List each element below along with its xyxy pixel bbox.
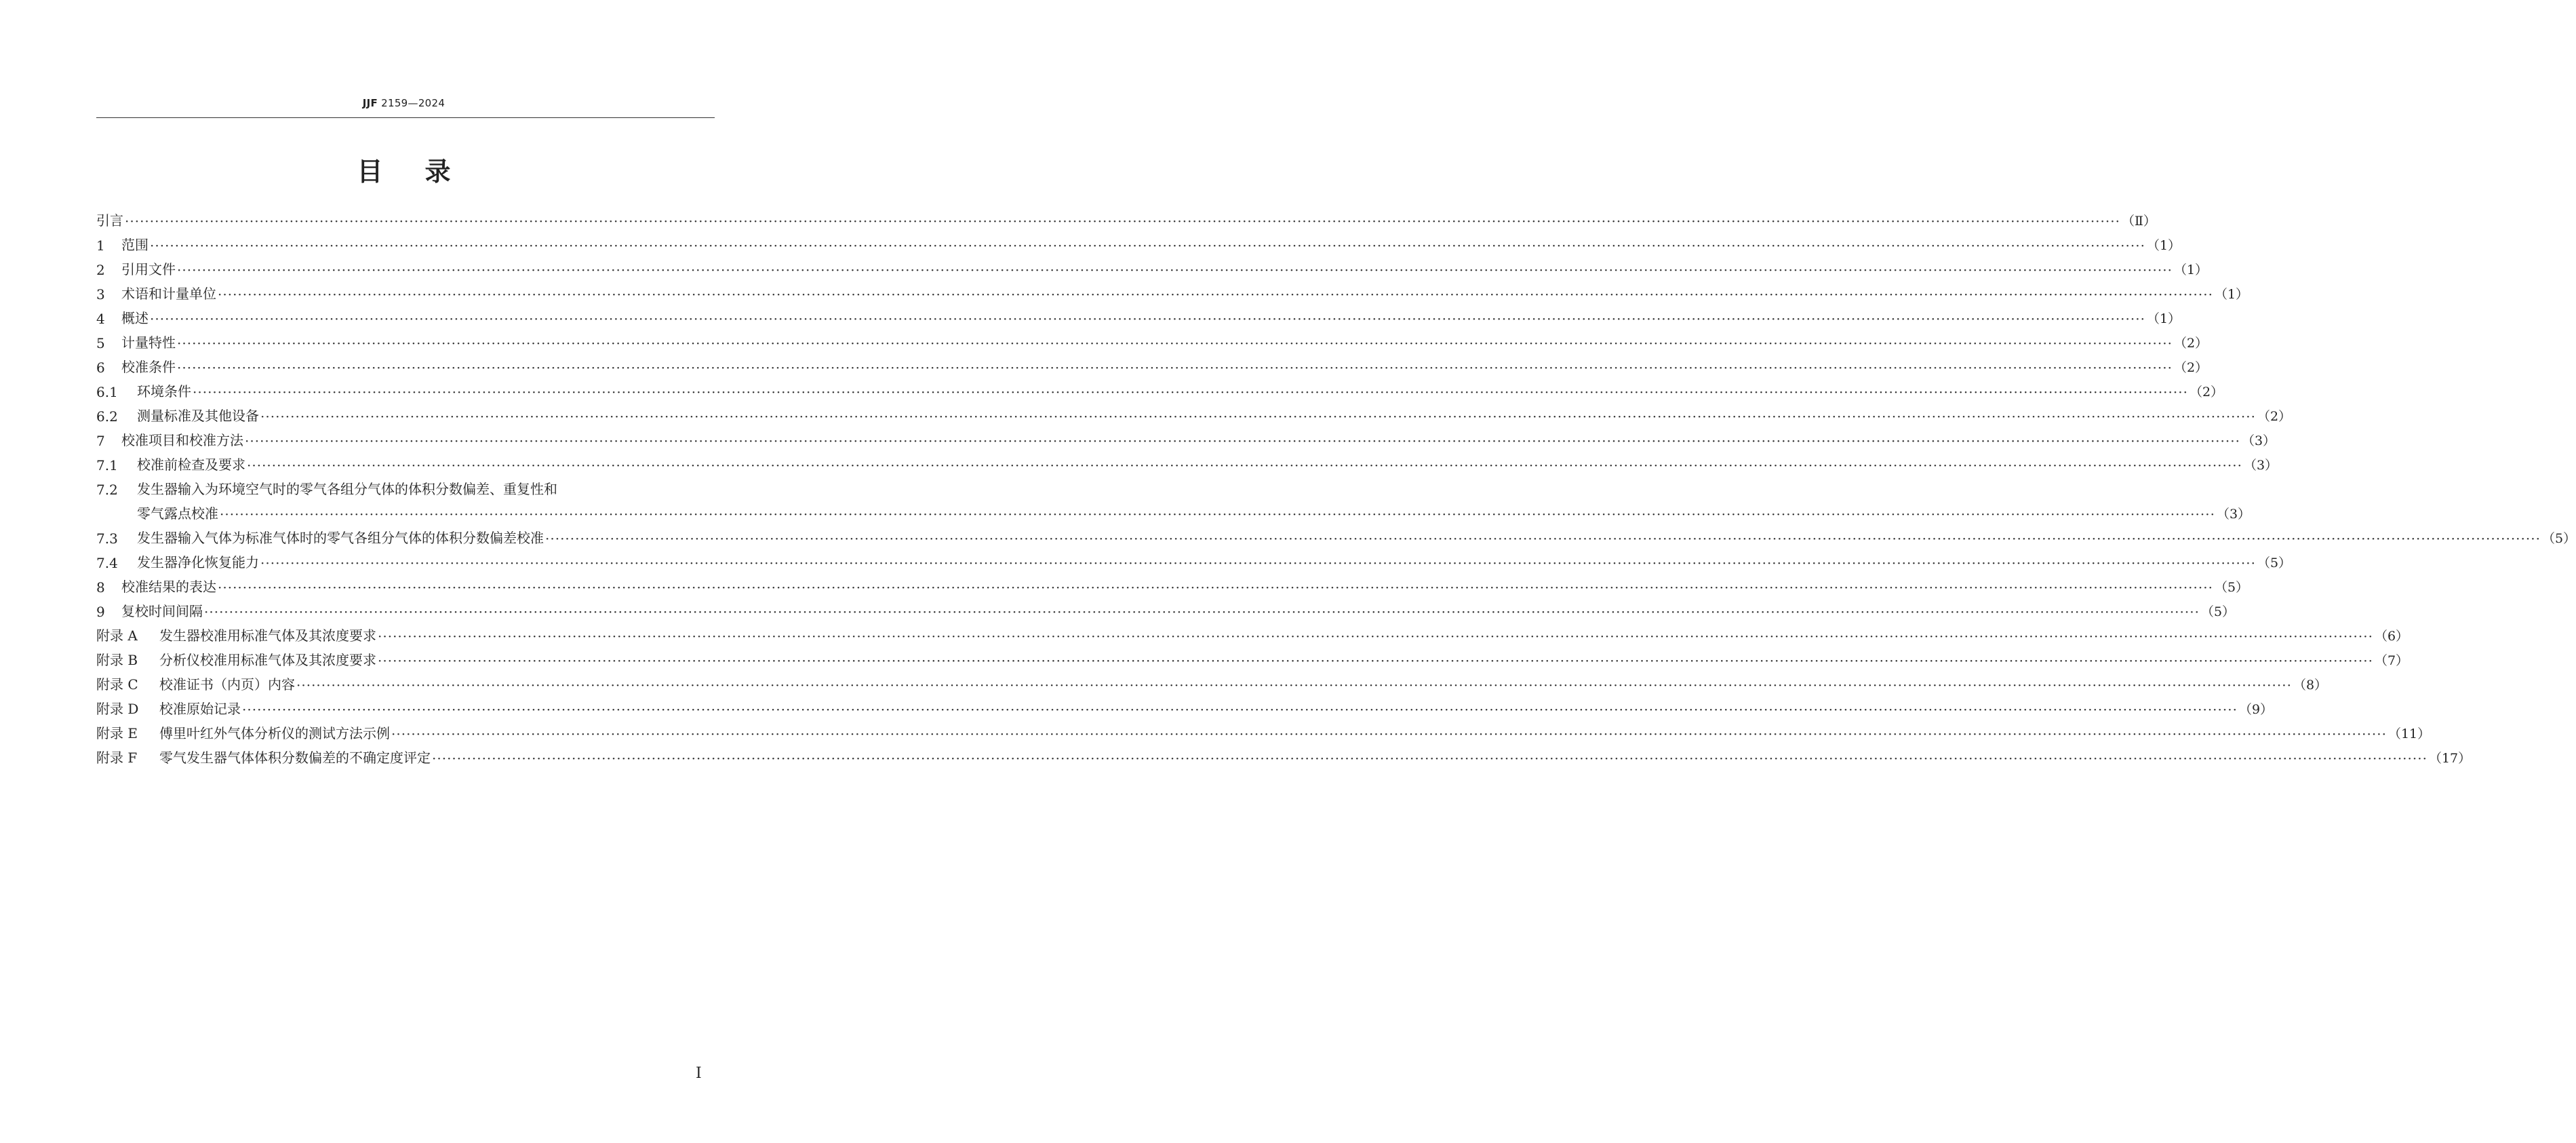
toc-entry-label: 术语和计量单位 [121, 286, 216, 302]
table-of-contents [96, 205, 2576, 767]
toc-page-number: （9） [2238, 702, 2274, 717]
toc-entry-label: 校准项目和校准方法 [121, 432, 243, 448]
toc-page-number: （17） [2428, 751, 2472, 766]
toc-entry[interactable] [96, 718, 2431, 742]
toc-entry-number: 附录 E [96, 725, 138, 741]
toc-entry-number: 附录 A [96, 627, 138, 644]
toc-leader-dots: ················································································································································································································································································································································································································ [220, 506, 2215, 522]
toc-entry[interactable] [96, 644, 2409, 669]
toc-entry-number: 1 [96, 237, 105, 254]
toc-entry-number: 7.3 [96, 530, 118, 547]
toc-page-number: （6） [2374, 629, 2409, 644]
toc-entry-label: 分析仪校准用标准气体及其浓度要求 [159, 652, 376, 668]
toc-entry[interactable] [96, 425, 2276, 449]
toc-entry-label: 环境条件 [137, 383, 191, 400]
toc-page-number: （3） [2216, 507, 2251, 522]
toc-entry-number: 5 [96, 335, 105, 351]
toc-leader-dots: ················································································································································································································································································································································································································ [391, 726, 2387, 742]
header-rule [96, 117, 715, 118]
toc-entry-number: 6.2 [96, 408, 118, 425]
toc-entry-number: 附录 D [96, 701, 139, 717]
toc-leader-dots: ················································································································································································································································································································································································································ [177, 262, 2173, 278]
toc-page-number: （3） [2243, 458, 2278, 473]
toc-entry-label: 发生器净化恢复能力 [137, 554, 259, 570]
toc-entry[interactable] [96, 351, 2208, 376]
toc-entry[interactable] [96, 571, 2249, 596]
toc-entry-number: 6.1 [96, 384, 118, 400]
toc-entry-label: 零气露点校准 [137, 505, 218, 522]
toc-entry[interactable] [96, 596, 2236, 620]
toc-leader-dots: ················································································································································································································································································································································································································ [218, 579, 2213, 596]
toc-entry[interactable] [96, 229, 2181, 254]
toc-leader-dots: ················································································································································································································································································································································································································ [150, 311, 2145, 327]
toc-entry-label: 引言 [96, 212, 123, 229]
toc-entry-label: 校准结果的表达 [121, 579, 216, 595]
toc-entry-number: 8 [96, 579, 105, 596]
running-header [0, 97, 808, 109]
toc-entry-label: 概述 [121, 310, 148, 326]
header-prefix: JJF [362, 97, 378, 109]
toc-leader-dots: ················································································································································································································································································································································································································ [242, 701, 2238, 718]
toc-leader-dots: ················································································································································································································································································································································································································ [125, 213, 2120, 229]
toc-entry-number: 2 [96, 262, 105, 278]
toc-leader-dots: ················································································································································································································································································································································································································ [260, 555, 2256, 571]
toc-entry-label: 范围 [121, 237, 148, 253]
toc-entry[interactable] [96, 376, 2224, 400]
toc-entry[interactable] [96, 449, 2278, 473]
toc-entry-label: 测量标准及其他设备 [137, 408, 259, 424]
toc-leader-dots: ················································································································································································································································································································································································································ [378, 628, 2373, 644]
toc-page-number: （5） [2214, 580, 2249, 595]
toc-entry-number: 7.2 [96, 482, 118, 498]
toc-entry-number: 7.1 [96, 457, 118, 473]
toc-leader-dots: ················································································································································································································································································································································································································ [545, 530, 2541, 547]
toc-leader-dots: ················································································································································································································································································································································································································ [193, 384, 2188, 400]
header-code: 2159—2024 [381, 97, 445, 109]
toc-page-number: （8） [2293, 678, 2328, 693]
toc-entry[interactable] [96, 303, 2181, 327]
toc-leader-dots: ················································································································································································································································································································································································································ [204, 604, 2200, 620]
toc-entry[interactable] [96, 327, 2208, 351]
toc-page-number: （Ⅱ） [2121, 214, 2156, 229]
toc-entry[interactable] [96, 278, 2249, 303]
toc-entry[interactable] [96, 205, 2156, 229]
toc-entry-label: 发生器校准用标准气体及其浓度要求 [159, 627, 376, 644]
toc-leader-dots: ················································································································································································································································································································································································································ [245, 433, 2240, 449]
toc-entry[interactable] [96, 254, 2208, 278]
toc-page-number: （3） [2241, 433, 2276, 448]
toc-page-number: （2） [2173, 360, 2208, 375]
toc-entry-label: 引用文件 [121, 261, 176, 277]
toc-page-number: （5） [2257, 556, 2292, 570]
toc-page-number: （7） [2374, 653, 2409, 668]
toc-entry[interactable] [96, 400, 2292, 425]
toc-page-number: （1） [2173, 263, 2208, 277]
toc-entry-label: 校准原始记录 [159, 701, 241, 717]
page-folio: I [696, 1065, 702, 1082]
toc-entry-number: 6 [96, 360, 105, 376]
toc-page-number: （2） [2257, 409, 2292, 424]
toc-page-number: （5） [2541, 531, 2576, 546]
toc-entry-number: 4 [96, 311, 105, 327]
toc-entry-label: 发生器输入为环境空气时的零气各组分气体的体积分数偏差、重复性和 [137, 481, 557, 497]
toc-leader-dots: ················································································································································································································································································································································································································ [378, 653, 2373, 669]
toc-leader-dots: ················································································································································································································································································································································································································ [218, 286, 2213, 303]
toc-entry[interactable] [96, 620, 2409, 644]
toc-leader-dots: ················································································································································································································································································································································································································ [432, 750, 2428, 767]
toc-entry-number: 7 [96, 433, 105, 449]
toc-entry-label: 计量特性 [121, 334, 176, 351]
toc-page-number: （1） [2214, 287, 2249, 302]
toc-entry-label: 傅里叶红外气体分析仪的测试方法示例 [159, 725, 390, 741]
toc-entry[interactable] [96, 693, 2274, 718]
toc-entry[interactable] [96, 522, 2576, 547]
toc-entry-label: 零气发生器气体体积分数偏差的不确定度评定 [159, 750, 431, 766]
toc-page-number: （2） [2189, 385, 2224, 400]
toc-leader-dots: ················································································································································································································································································································································································································ [260, 408, 2256, 425]
toc-leader-dots: ················································································································································································································································································································································································································ [296, 677, 2292, 693]
toc-entry-label: 校准证书（内页）内容 [159, 676, 295, 693]
toc-page-number: （1） [2146, 238, 2181, 253]
toc-entry-label: 校准条件 [121, 359, 176, 375]
page-title: 目录 [357, 157, 493, 187]
toc-leader-dots: ················································································································································································································································································································································································································ [150, 237, 2145, 254]
toc-entry-label: 校准前检查及要求 [137, 457, 245, 473]
toc-entry[interactable] [96, 669, 2328, 693]
toc-page-number: （11） [2387, 727, 2431, 741]
toc-entry-label: 复校时间间隔 [121, 603, 203, 619]
toc-page-number: （1） [2146, 311, 2181, 326]
toc-entry-number: 附录 F [96, 750, 138, 766]
toc-entry[interactable] [96, 498, 2251, 522]
toc-entry-number: 9 [96, 604, 105, 620]
toc-entry[interactable] [96, 742, 2472, 767]
toc-entry-number: 附录 C [96, 676, 138, 693]
toc-page-number: （5） [2200, 604, 2236, 619]
toc-leader-dots: ················································································································································································································································································································································································································ [247, 457, 2242, 473]
toc-leader-dots: ················································································································································································································································································································································································································ [177, 360, 2173, 376]
toc-entry-number: 附录 B [96, 652, 138, 668]
toc-leader-dots: ················································································································································································································································································································································································································ [177, 335, 2173, 351]
toc-entry-number: 7.4 [96, 555, 118, 571]
toc-entry[interactable] [96, 547, 2292, 571]
toc-entry-label: 发生器输入气体为标准气体时的零气各组分气体的体积分数偏差校准 [137, 530, 544, 546]
toc-entry[interactable] [96, 473, 715, 498]
toc-entry-number: 3 [96, 286, 105, 303]
toc-page-number: （2） [2173, 336, 2208, 351]
